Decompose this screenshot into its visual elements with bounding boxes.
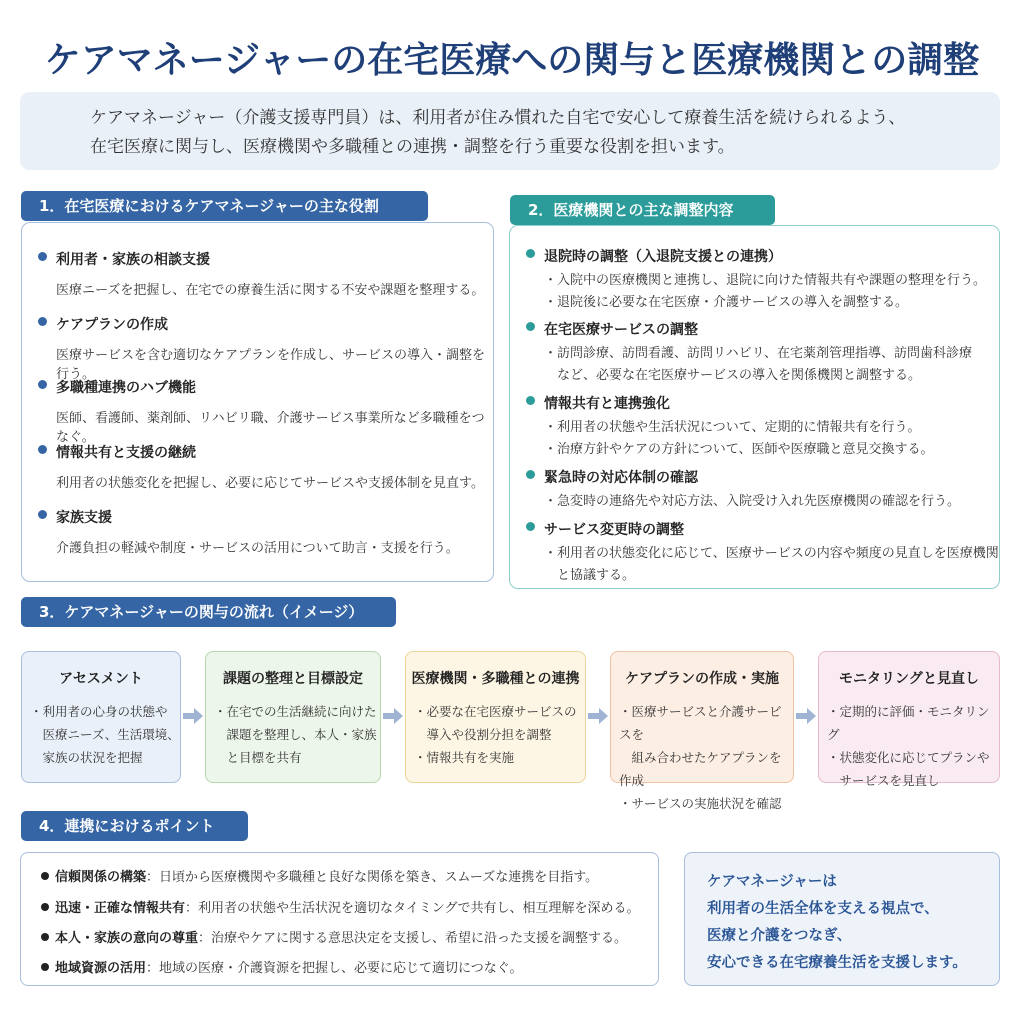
flow-step-line: 導入や役割分担を調整 bbox=[414, 727, 552, 742]
section2-item-title: 情報共有と連携強化 bbox=[544, 396, 670, 412]
section2-item-line: ・退院後に必要な在宅医療・介護サービスの導入を調整する。 bbox=[544, 295, 909, 310]
bullet-icon bbox=[526, 396, 535, 405]
bullet-icon bbox=[526, 249, 535, 258]
flow-step-line: ・医療サービスと介護サービスを bbox=[619, 704, 782, 742]
section1-item-title: ケアプランの作成 bbox=[56, 317, 168, 333]
point-item bbox=[41, 897, 640, 916]
flow-step-goal-setting bbox=[205, 651, 381, 783]
point-label: 信頼関係の構築 bbox=[55, 870, 147, 885]
flow-step-line: 組み合わせたケアプランを作成 bbox=[619, 750, 782, 788]
flow-step-line: サービスを見直し bbox=[827, 773, 940, 788]
section2-item-title: サービス変更時の調整 bbox=[544, 522, 684, 538]
intro-line-2: 在宅医療に関与し、医療機関や多職種との連携・調整を行う重要な役割を担います。 bbox=[90, 137, 735, 157]
section1-item bbox=[22, 442, 493, 491]
section1-item-title: 家族支援 bbox=[56, 510, 112, 526]
summary-line: ケアマネージャーは bbox=[707, 874, 837, 890]
section2-item-line: ・利用者の状態変化に応じて、医療サービスの内容や頻度の見直しを医療機関 bbox=[544, 546, 999, 561]
point-text: ：治療やケアに関する意思決定を支援し、希望に沿った支援を調整する。 bbox=[198, 931, 628, 946]
arrow-right-icon bbox=[588, 708, 608, 724]
flow-step-line: 課題を整理し、本人・家族 bbox=[214, 727, 377, 742]
flow-step-line: ・定期的に評価・モニタリング bbox=[827, 704, 990, 742]
point-item bbox=[41, 927, 627, 946]
section1-item-body: 医療サービスを含む適切なケアプランを作成し、サービスの導入・調整を行う。 bbox=[56, 348, 486, 382]
bullet-icon bbox=[38, 380, 47, 389]
section2-box bbox=[509, 225, 1000, 589]
section4-heading: 4．連携におけるポイント bbox=[21, 811, 248, 841]
arrow-right-icon bbox=[796, 708, 816, 724]
section1-item-title: 多職種連携のハブ機能 bbox=[56, 380, 196, 396]
flow-step-line: ・サービスの実施状況を確認 bbox=[619, 796, 782, 811]
bullet-icon bbox=[41, 872, 49, 880]
flow-step-line: ・状態変化に応じてプランや bbox=[827, 750, 990, 765]
section1-item bbox=[22, 507, 493, 556]
section2-item-title: 緊急時の対応体制の確認 bbox=[544, 470, 698, 486]
bullet-icon bbox=[41, 903, 49, 911]
section1-item-body: 介護負担の軽減や制度・サービスの活用について助言・支援を行う。 bbox=[56, 541, 459, 556]
summary-line: 医療と介護をつなぎ、 bbox=[707, 928, 852, 944]
section2-item-line: と協議する。 bbox=[544, 568, 636, 583]
section2-item bbox=[510, 467, 999, 513]
point-item bbox=[41, 957, 523, 976]
section1-item bbox=[22, 249, 493, 298]
flow-step-title: 課題の整理と目標設定 bbox=[223, 671, 363, 687]
bullet-icon bbox=[526, 322, 535, 331]
flow-step-line: ・在宅での生活継続に向けた bbox=[214, 704, 377, 719]
section1-item bbox=[22, 314, 493, 382]
section1-box bbox=[21, 222, 494, 582]
section1-item bbox=[22, 377, 493, 445]
flow-step-line: ・利用者の心身の状態や bbox=[30, 704, 168, 719]
point-label: 迅速・正確な情報共有 bbox=[55, 901, 186, 916]
bullet-icon bbox=[526, 470, 535, 479]
section2-item-line: ・訪問診療、訪問看護、訪問リハビリ、在宅薬剤管理指導、訪問歯科診療 bbox=[544, 346, 972, 361]
section1-heading: 1．在宅医療におけるケアマネージャーの主な役割 bbox=[21, 191, 428, 221]
point-label: 地域資源の活用 bbox=[55, 961, 147, 976]
section2-item-title: 在宅医療サービスの調整 bbox=[544, 322, 698, 338]
point-text: ：日頃から医療機関や多職種と良好な関係を築き、スムーズな連携を目指す。 bbox=[146, 870, 599, 885]
flow-step-line: ・情報共有を実施 bbox=[414, 750, 515, 765]
section2-item-line: など、必要な在宅医療サービスの導入を関係機関と調整する。 bbox=[544, 368, 922, 383]
flow-step-coordination bbox=[405, 651, 586, 783]
bullet-icon bbox=[41, 933, 49, 941]
section1-item-title: 利用者・家族の相談支援 bbox=[56, 252, 210, 268]
point-text: ：利用者の状態や生活状況を適切なタイミングで共有し、相互理解を深める。 bbox=[185, 901, 640, 916]
flow-step-assessment bbox=[21, 651, 181, 783]
section2-heading: 2．医療機関との主な調整内容 bbox=[510, 195, 775, 225]
section1-item-body: 利用者の状態変化を把握し、必要に応じてサービスや支援体制を見直す。 bbox=[56, 476, 484, 491]
section2-item-line: ・利用者の状態や生活状況について、定期的に情報共有を行う。 bbox=[544, 420, 921, 435]
flow-step-title: 医療機関・多職種との連携 bbox=[411, 671, 580, 687]
point-text: ：地域の医療・介護資源を把握し、必要に応じて適切につなぐ。 bbox=[146, 961, 523, 976]
summary-box bbox=[684, 852, 1000, 986]
section1-item-body: 医療ニーズを把握し、在宅での療養生活に関する不安や課題を整理する。 bbox=[56, 283, 485, 298]
section2-item bbox=[510, 319, 999, 387]
flow-step-title: アセスメント bbox=[59, 671, 143, 687]
bullet-icon bbox=[38, 317, 47, 326]
bullet-icon bbox=[38, 445, 47, 454]
bullet-icon bbox=[38, 510, 47, 519]
flow-step-line: ・必要な在宅医療サービスの bbox=[414, 704, 577, 719]
bullet-icon bbox=[526, 522, 535, 531]
arrow-right-icon bbox=[383, 708, 403, 724]
point-label: 本人・家族の意向の尊重 bbox=[55, 931, 199, 946]
section2-item-title: 退院時の調整（入退院支援との連携） bbox=[544, 249, 782, 265]
section2-item-line: ・治療方針やケアの方針について、医師や医療職と意見交換する。 bbox=[544, 442, 934, 457]
bullet-icon bbox=[38, 252, 47, 261]
section2-item-line: ・入院中の医療機関と連携し、退院に向けた情報共有や課題の整理を行う。 bbox=[544, 273, 987, 288]
flow-step-title: モニタリングと見直し bbox=[839, 671, 979, 687]
flow-step-line: 医療ニーズ、生活環境、 bbox=[30, 727, 180, 742]
point-item bbox=[41, 866, 598, 885]
intro-line-1: ケアマネージャー（介護支援専門員）は、利用者が住み慣れた自宅で安心して療養生活を続けられるよう、 bbox=[90, 108, 906, 128]
section2-item-line: ・急変時の連絡先や対応方法、入院受け入れ先医療機関の確認を行う。 bbox=[544, 494, 961, 509]
section2-item bbox=[510, 393, 999, 461]
section2-item bbox=[510, 246, 999, 314]
section2-item bbox=[510, 519, 999, 587]
page-title: ケアマネージャーの在宅医療への関与と医療機関との調整 bbox=[44, 40, 980, 81]
flow-step-care-plan bbox=[610, 651, 794, 811]
arrow-right-icon bbox=[183, 708, 203, 724]
flow-step-title: ケアプランの作成・実施 bbox=[625, 671, 779, 687]
intro-box bbox=[20, 92, 1000, 170]
summary-line: 安心できる在宅療養生活を支援します。 bbox=[707, 955, 967, 971]
flow-step-monitoring bbox=[818, 651, 1000, 788]
section3-heading: 3．ケアマネージャーの関与の流れ（イメージ） bbox=[21, 597, 396, 627]
section1-item-body: 医師、看護師、薬剤師、リハビリ職、介護サービス事業所など多職種をつなぐ。 bbox=[56, 411, 485, 445]
section1-item-title: 情報共有と支援の継続 bbox=[56, 445, 196, 461]
points-box bbox=[20, 852, 659, 986]
bullet-icon bbox=[41, 963, 49, 971]
summary-line: 利用者の生活全体を支える視点で、 bbox=[707, 901, 939, 917]
flow-step-line: と目標を共有 bbox=[214, 750, 302, 765]
flow-step-line: 家族の状況を把握 bbox=[30, 750, 143, 765]
